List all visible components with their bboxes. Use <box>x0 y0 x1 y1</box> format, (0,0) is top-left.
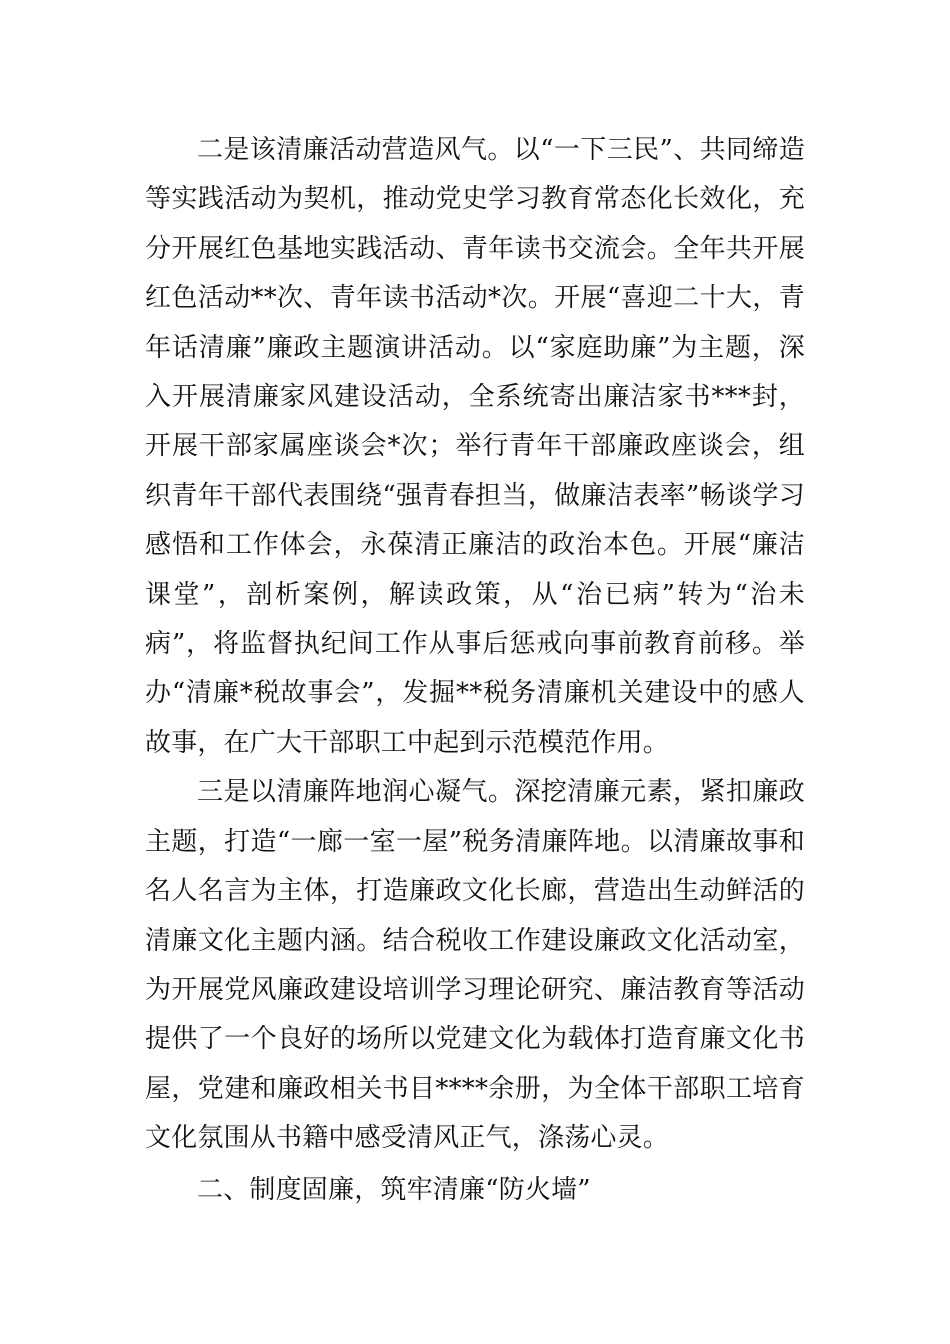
document-body <box>145 126 805 1215</box>
section-heading: 二、制度固廉，筑牢清廉“防火墙” <box>197 1174 591 1205</box>
paragraph-clean-positions: 三是以清廉阵地润心凝气。深挖清廉元素，紧扣廉政主题，打造“一廊一室一屋”税务清廉阵地。以清廉故事和名人名言为主体，打造廉政文化长廊，营造出生动鲜活的清廉文化主题内涵。结合税收工作建设廉政文化活动室，为开展党风廉政建设培训学习理论研究、廉洁教育等活动提供了一个良好的场所以党建文化为载体打造育廉文化书屋，党建和廉政相关书目****余册，为全体干部职工培育文化氛围从书籍中感受清风正气，涤荡心灵。 <box>145 777 805 1154</box>
paragraph-clean-activities: 二是该清廉活动营造风气。以“一下三民”、共同缔造等实践活动为契机，推动党史学习教育常态化长效化，充分开展红色基地实践活动、青年读书交流会。全年共开展红色活动**次、青年读书活动*次。开展“喜迎二十大，青年话清廉”廉政主题演讲活动。以“家庭助廉”为主题，深入开展清廉家风建设活动，全系统寄出廉洁家书***封，开展干部家属座谈会*次；举行青年干部廉政座谈会，组织青年干部代表围绕“强青春担当，做廉洁表率”畅谈学习感悟和工作体会，永葆清正廉洁的政治本色。开展“廉洁课堂”，剖析案例，解读政策，从“治已病”转为“治未病”，将监督执纪间工作从事后惩戒向事前教育前移。举办“清廉*税故事会”，发掘**税务清廉机关建设中的感人故事，在广大干部职工中起到示范模范作用。 <box>145 135 805 758</box>
